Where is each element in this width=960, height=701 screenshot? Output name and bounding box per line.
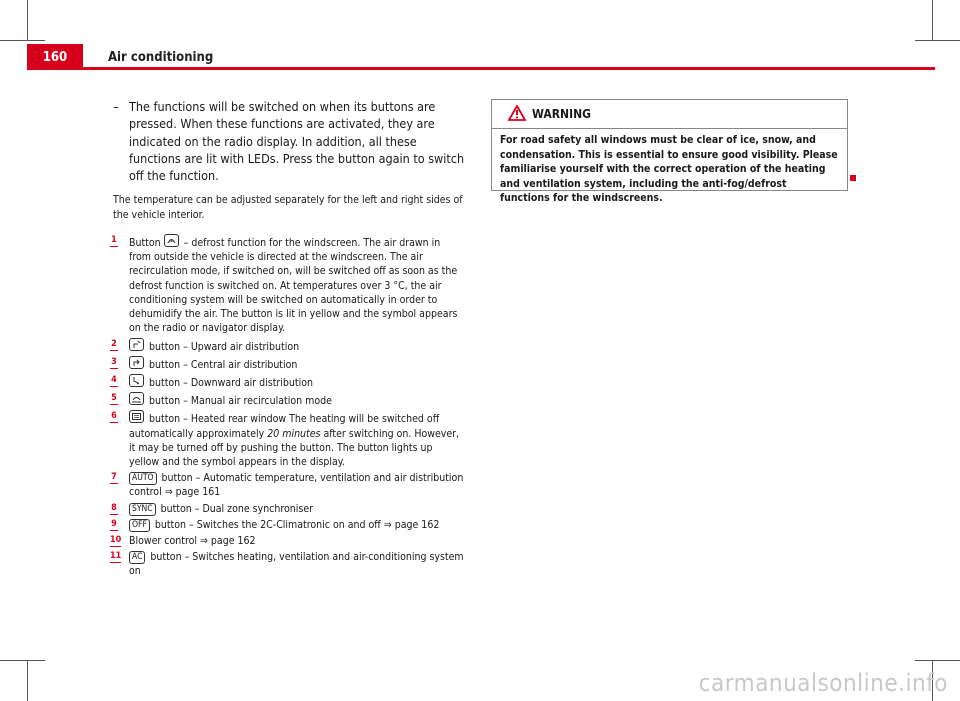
crop-mark bbox=[915, 40, 960, 41]
callout-number: 6 bbox=[111, 411, 117, 422]
crop-mark bbox=[0, 660, 45, 661]
page-number: 160 bbox=[27, 44, 83, 68]
warning-text: For road safety all windows must be clear of ice, snow, and condensation. This is essential to ensure good visibility. Please familiarise yourself with the correct operation of the heating and ventilation system, including the anti-fog/defrost functions for the windscreens. bbox=[500, 134, 838, 204]
crop-mark bbox=[0, 40, 45, 41]
callout-number: 5 bbox=[111, 393, 117, 404]
callout-number: 3 bbox=[111, 356, 117, 367]
air-downward-icon bbox=[129, 374, 144, 387]
sync-key: SYNC bbox=[129, 503, 156, 516]
warning-title: WARNING bbox=[532, 107, 591, 121]
ac-key: AC bbox=[129, 551, 145, 564]
crop-mark bbox=[932, 0, 933, 40]
air-upward-icon bbox=[129, 338, 144, 351]
callout-number: 4 bbox=[111, 374, 117, 385]
callout-number: 10 bbox=[110, 534, 122, 545]
callout-number: 2 bbox=[111, 338, 117, 349]
callout-number: 8 bbox=[111, 502, 117, 513]
left-column bbox=[110, 98, 465, 581]
legend-item: 3 button – Central air distribution bbox=[111, 356, 298, 371]
legend-item: 6 button – Heated rear window The heating will be switched off automatically approximately 20 minutes after switching on. However, it may be turned off by pushing the button. The button lights up yellow and the symbol appears in the display. bbox=[111, 411, 460, 468]
callout-number: 1 bbox=[111, 235, 117, 246]
legend-item: 11 AC button – Switches heating, ventilation and air-conditioning system on bbox=[110, 551, 464, 578]
recirculation-icon bbox=[129, 392, 144, 405]
legend-item: 8 SYNC button – Dual zone synchroniser bbox=[111, 502, 314, 515]
legend-item: 9 OFF button – Switches the 2C-Climatronic on and off ⇒ page 162 bbox=[111, 518, 440, 531]
callout-number: 9 bbox=[111, 518, 117, 529]
warning-icon bbox=[508, 105, 526, 121]
section-end-marker bbox=[850, 175, 856, 181]
legend-item: 1 Button – defrost function for the windscreen. The air drawn in from outside the vehicle is directed at the windscreen. The air recirculation mode, if switched on, will be switched off as soon as the defrost function is switched on. At temperatures over 3 °C, the air conditioning system will be switched on automatically in order to dehumidify the air. The button is lit in yellow and the symbol appears on the radio or navigator display. bbox=[111, 235, 458, 335]
crop-mark bbox=[915, 660, 960, 661]
legend-item: 7 AUTO button – Automatic temperature, ventilation and air distribution control ⇒ page 161 bbox=[111, 472, 464, 499]
callout-number: 7 bbox=[111, 472, 117, 483]
legend-list bbox=[110, 234, 465, 578]
bullet-text: The functions will be switched on when its buttons are pressed. When these functions are activated, they are indicated on the radio display. In addition, all these functions are lit with LEDs. Press the button again to switch off the function. bbox=[129, 99, 465, 184]
rear-window-heat-icon bbox=[129, 410, 144, 423]
warning-box bbox=[491, 99, 848, 204]
off-key: OFF bbox=[129, 519, 150, 532]
legend-item: 10 Blower control ⇒ page 162 bbox=[110, 534, 256, 547]
air-central-icon bbox=[129, 356, 144, 369]
watermark: carmanualsonline.info bbox=[698, 669, 948, 697]
legend-item: 4 button – Downward air distribution bbox=[111, 374, 313, 389]
page-title: Air conditioning bbox=[108, 50, 214, 65]
crop-mark bbox=[27, 0, 28, 40]
header-divider bbox=[27, 67, 935, 70]
warning-header bbox=[492, 100, 847, 129]
legend-item: 5 button – Manual air recirculation mode bbox=[111, 393, 332, 408]
legend-item: 2 button – Upward air distribution bbox=[111, 338, 300, 353]
list-item: – The functions will be switched on when its buttons are pressed. When these functions are activated, they are indicated on the radio display. In addition, all these functions are lit with LEDs. Press the button again to switch off the function. bbox=[113, 99, 465, 184]
callout-number: 11 bbox=[110, 551, 122, 562]
defrost-icon bbox=[164, 234, 179, 247]
intro-paragraph: The temperature can be adjusted separately for the left and right sides of the vehicle interior. bbox=[113, 194, 463, 222]
crop-mark bbox=[27, 660, 28, 701]
auto-key: AUTO bbox=[129, 472, 157, 485]
